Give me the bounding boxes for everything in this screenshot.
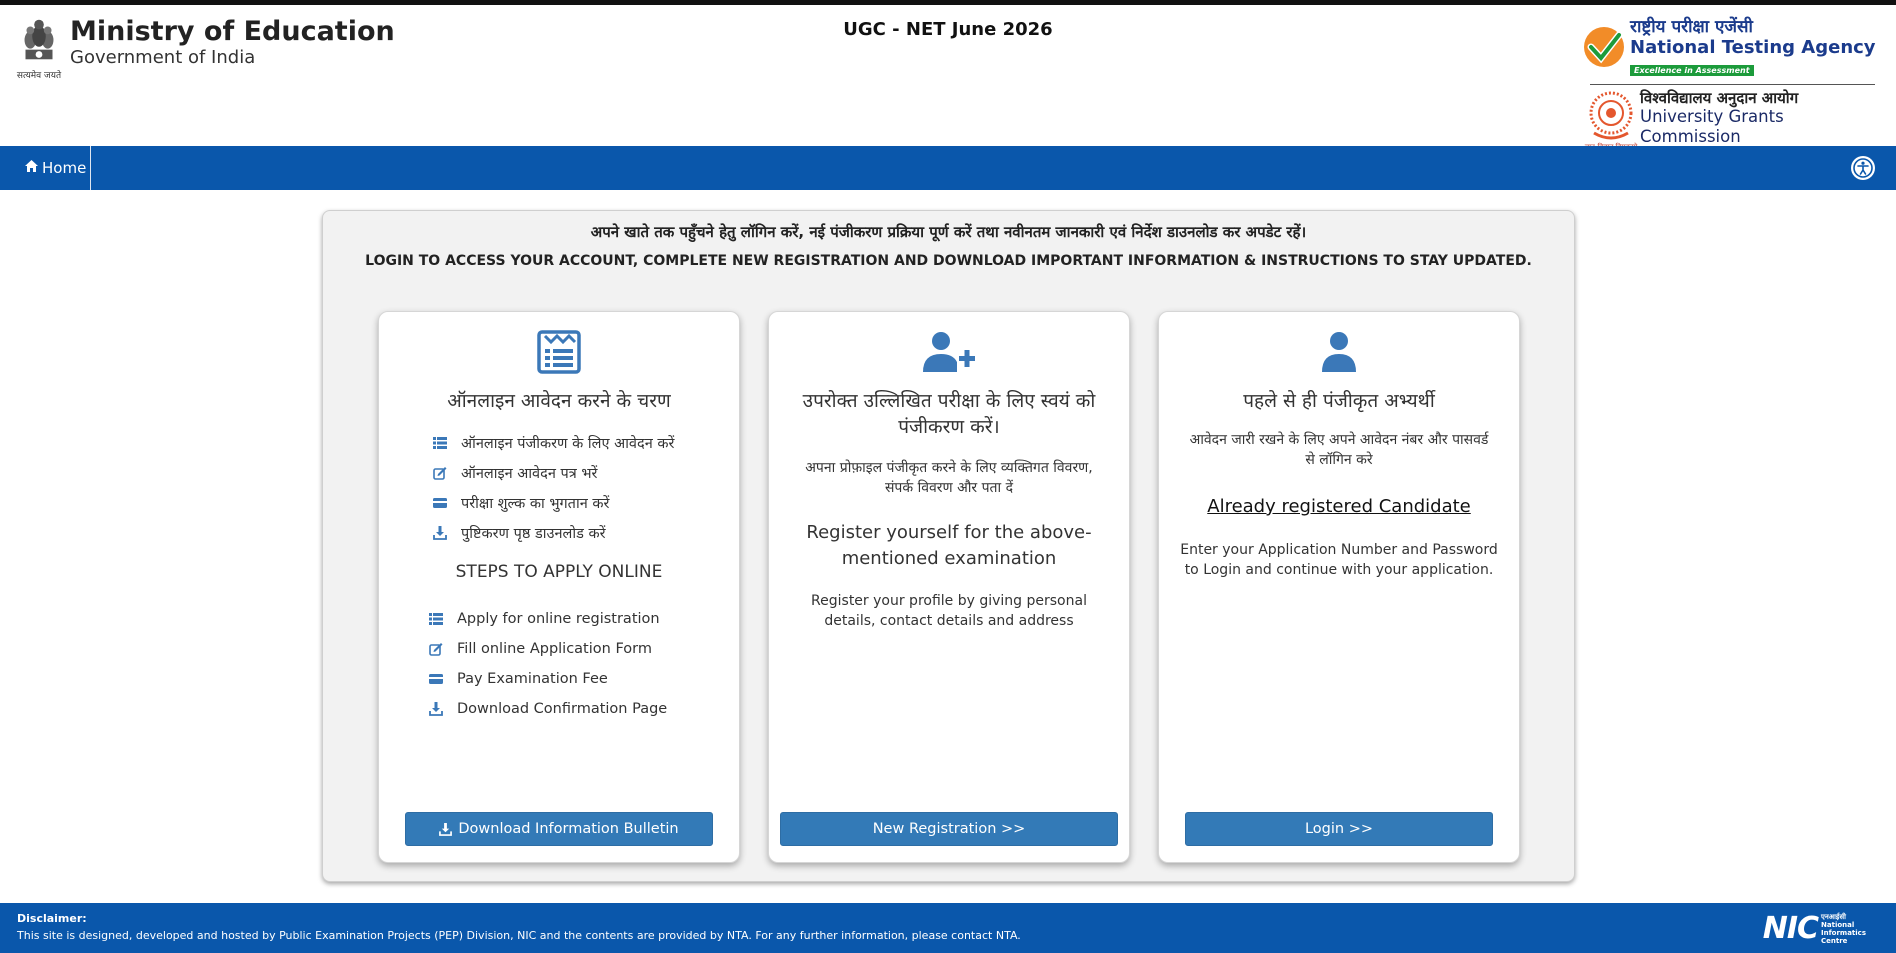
accessibility-icon bbox=[1853, 158, 1873, 178]
registration-desc-hindi: अपना प्रोफ़ाइल पंजीकृत करने के लिए व्यक्तिगत विवरण, संपर्क विवरण और पता दें bbox=[805, 460, 1093, 496]
list-item bbox=[433, 428, 674, 458]
ministry-subtitle: Government of India bbox=[70, 47, 256, 68]
exam-title: UGC - NET June 2026 bbox=[843, 19, 1053, 40]
nta-check-icon bbox=[1582, 25, 1626, 69]
registration-card bbox=[768, 311, 1130, 863]
nic-logo-text: NIC bbox=[1762, 911, 1819, 946]
nta-logo[interactable] bbox=[1582, 17, 1882, 77]
download-bulletin-button[interactable] bbox=[405, 812, 713, 846]
list-item bbox=[433, 518, 674, 548]
already-registered-link[interactable]: Already registered Candidate bbox=[1207, 496, 1471, 517]
nic-line-1: National bbox=[1821, 921, 1855, 929]
ugc-seal-icon bbox=[1584, 89, 1638, 143]
nta-text bbox=[1630, 17, 1876, 77]
step-label: Download Confirmation Page bbox=[457, 701, 668, 717]
intro-text-english: LOGIN TO ACCESS YOUR ACCOUNT, COMPLETE NEW REGISTRATION AND DOWNLOAD IMPORTANT INFORMATION & INSTRUCTIONS TO STAY UPDATED. bbox=[365, 253, 1532, 269]
download-icon bbox=[429, 702, 443, 716]
steps-list-hindi bbox=[433, 428, 674, 548]
nic-logo-caption bbox=[1821, 913, 1866, 945]
list-item bbox=[429, 694, 667, 724]
download-icon bbox=[433, 526, 447, 540]
step-label: पुष्टिकरण पृष्ठ डाउनलोड करें bbox=[461, 526, 606, 542]
login-button[interactable] bbox=[1185, 812, 1493, 846]
disclaimer-text: This site is designed, developed and hosted by Public Examination Projects (PEP) Division, NIC and the contents are provided by NTA. For any further information, please contact NTA. bbox=[17, 929, 1021, 942]
nta-tagline: Excellence in Assessment bbox=[1630, 65, 1754, 76]
application-form-icon bbox=[379, 330, 739, 374]
credit-card-icon bbox=[433, 496, 447, 510]
ugc-english-name: University Grants Commission bbox=[1640, 107, 1784, 146]
main-navbar bbox=[0, 146, 1896, 190]
logo-divider bbox=[1590, 84, 1875, 85]
steps-card bbox=[378, 311, 740, 863]
home-icon bbox=[25, 160, 38, 176]
nic-hindi: एनआईसी bbox=[1821, 913, 1846, 921]
ugc-seal bbox=[1582, 89, 1640, 152]
intro-text-hindi: अपने खाते तक पहुँचने हेतु लॉगिन करें, नई पंजीकरण प्रक्रिया पूर्ण करें तथा नवीनतम जानकारी एवं निर्देश डाउनलोड कर अपडेट रहें। bbox=[590, 223, 1307, 241]
login-desc-english: Enter your Application Number and Password to Login and continue with your application. bbox=[1180, 542, 1498, 578]
nic-line-2: Informatics bbox=[1821, 929, 1866, 937]
footer bbox=[0, 903, 1896, 953]
download-icon bbox=[439, 823, 452, 836]
list-item bbox=[429, 604, 667, 634]
user-icon-wrap bbox=[1159, 330, 1519, 374]
step-label: ऑनलाइन पंजीकरण के लिए आवेदन करें bbox=[461, 436, 675, 452]
ugc-hindi-name: विश्वविद्यालय अनुदान आयोग bbox=[1640, 89, 1799, 107]
step-label: Apply for online registration bbox=[457, 611, 660, 627]
step-label: Fill online Application Form bbox=[457, 641, 652, 657]
login-title-hindi: पहले से ही पंजीकृत अभ्यर्थी bbox=[1243, 390, 1435, 412]
list-item bbox=[429, 664, 667, 694]
nic-logo[interactable] bbox=[1763, 913, 1866, 945]
steps-list-english bbox=[429, 604, 667, 724]
steps-title-hindi: ऑनलाइन आवेदन करने के चरण bbox=[447, 390, 671, 412]
form-list-icon bbox=[535, 330, 583, 374]
user-icon bbox=[1319, 330, 1359, 374]
new-registration-label: New Registration >> bbox=[872, 821, 1026, 837]
nta-hindi-name: राष्ट्रीय परीक्षा एजेंसी bbox=[1630, 17, 1753, 37]
credit-card-icon bbox=[429, 672, 443, 686]
new-registration-button[interactable] bbox=[780, 812, 1118, 846]
login-label: Login >> bbox=[1304, 821, 1374, 837]
masthead bbox=[0, 5, 1896, 146]
nic-line-3: Centre bbox=[1821, 937, 1848, 945]
add-user-icon bbox=[921, 330, 977, 374]
steps-title-english: STEPS TO APPLY ONLINE bbox=[455, 562, 663, 582]
list-item bbox=[433, 488, 674, 518]
nta-english-name: National Testing Agency bbox=[1630, 37, 1876, 58]
list-item bbox=[429, 634, 667, 664]
disclaimer-label: Disclaimer: bbox=[17, 912, 87, 925]
login-desc-hindi: आवेदन जारी रखने के लिए अपने आवेदन नंबर और पासवर्ड से लॉगिन करे bbox=[1189, 432, 1489, 468]
nav-home-label: Home bbox=[42, 159, 87, 177]
download-bulletin-label: Download Information Bulletin bbox=[458, 821, 679, 837]
registration-title-english: Register yourself for the above-mentioned examination bbox=[806, 522, 1092, 569]
edit-icon bbox=[433, 466, 447, 480]
registration-title-hindi: उपरोक्त उल्लिखित परीक्षा के लिए स्वयं को पंजीकरण करें। bbox=[802, 390, 1096, 438]
list-icon bbox=[433, 436, 447, 450]
accessibility-button[interactable] bbox=[1851, 156, 1875, 180]
login-card bbox=[1158, 311, 1520, 863]
edit-icon bbox=[429, 642, 443, 656]
list-icon bbox=[429, 612, 443, 626]
add-user-icon-wrap bbox=[769, 330, 1129, 374]
ministry-title: Ministry of Education bbox=[70, 16, 395, 47]
step-label: परीक्षा शुल्क का भुगतान करें bbox=[461, 496, 610, 512]
main-panel bbox=[322, 210, 1575, 882]
list-item bbox=[433, 458, 674, 488]
step-label: ऑनलाइन आवेदन पत्र भरें bbox=[461, 466, 598, 482]
registration-desc-english: Register your profile by giving personal details, contact details and address bbox=[811, 593, 1087, 629]
emblem-motto: सत्यमेव जयते bbox=[16, 71, 62, 81]
step-label: Pay Examination Fee bbox=[457, 671, 608, 687]
nav-home-link[interactable] bbox=[0, 146, 91, 190]
